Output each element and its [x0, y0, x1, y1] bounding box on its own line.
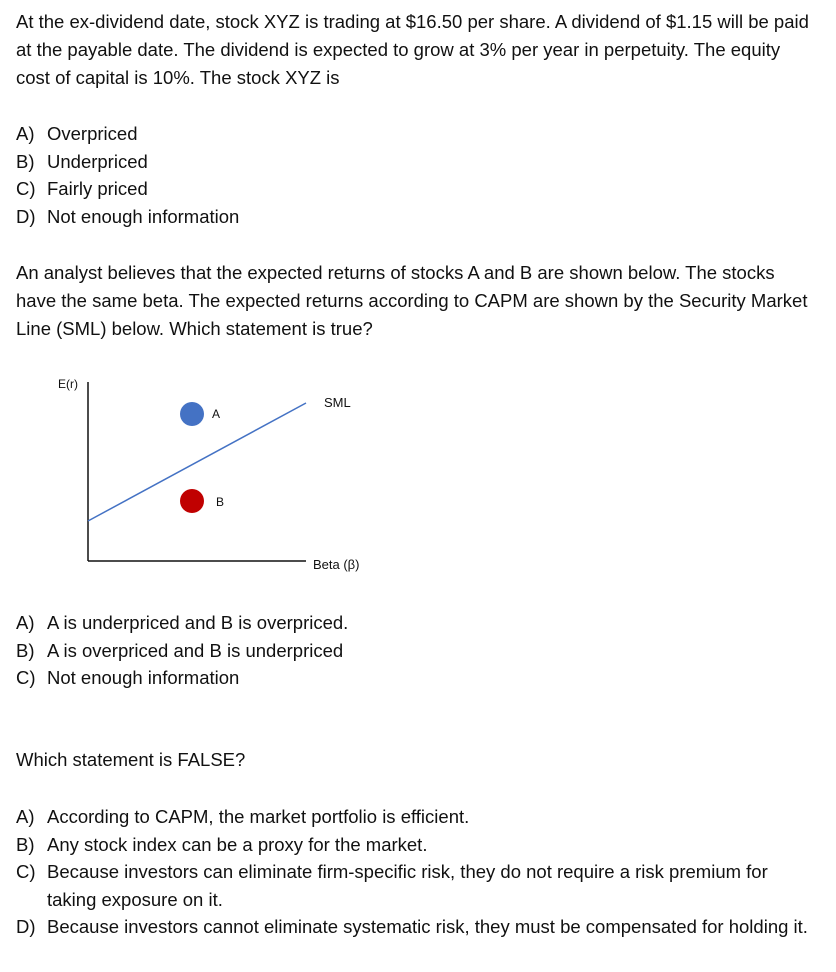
- option-text: A is overpriced and B is underpriced: [47, 639, 344, 661]
- option-text: Not enough information: [47, 667, 240, 688]
- question-1-options: [16, 120, 816, 230]
- option-text: Overpriced: [47, 123, 138, 144]
- stock-a-label: A: [212, 407, 221, 421]
- option-item: [16, 175, 816, 203]
- option-label: A): [16, 123, 35, 144]
- option-item: [16, 858, 816, 913]
- option-item: [16, 831, 816, 859]
- question-2-options: [16, 609, 816, 692]
- option-text: Underpriced: [47, 150, 148, 172]
- question-1-text: At the ex-dividend date, stock XYZ is trading at $16.50 per share. A dividend of $1.15 will be paid at the payable date. The dividend is expected to grow at 3% per year in perpetuity. The equity cost of capital is 10%. The stock XYZ is: [16, 11, 809, 88]
- option-label: B): [16, 833, 35, 855]
- question-3-options: [16, 803, 816, 941]
- option-label: C): [16, 861, 36, 882]
- option-label: C): [16, 667, 36, 688]
- stock-b-label: B: [216, 495, 225, 509]
- x-axis-label: Beta (β): [313, 557, 360, 572]
- option-item: [16, 148, 816, 176]
- option-item: [16, 913, 816, 941]
- option-text: Because investors cannot eliminate systematic risk, they must be compensated for holding it.: [47, 916, 808, 937]
- y-axis-label: E(r): [58, 377, 78, 391]
- option-item: [16, 609, 816, 637]
- sml-diagram: [50, 372, 380, 582]
- stock-b-point: [180, 489, 204, 513]
- option-text: A is underpriced and B is overpriced.: [47, 612, 349, 633]
- option-label: B): [16, 150, 35, 172]
- option-item: [16, 664, 816, 692]
- option-text: Because investors can eliminate firm-specific risk, they do not require a risk premium for taking exposure on it.: [47, 861, 768, 910]
- option-item: [16, 203, 816, 231]
- option-label: D): [16, 205, 36, 227]
- option-item: [16, 803, 816, 831]
- option-text: Fairly priced: [47, 178, 148, 199]
- option-text: Not enough information: [47, 205, 240, 227]
- option-label: B): [16, 639, 35, 661]
- option-item: [16, 637, 816, 665]
- option-item: [16, 120, 816, 148]
- option-text: According to CAPM, the market portfolio is efficient.: [47, 806, 470, 827]
- option-label: A): [16, 806, 35, 827]
- question-2-text: An analyst believes that the expected returns of stocks A and B are shown below. The stocks have the same beta. The expected returns according to CAPM are shown by the Security Market Line (SML) below. Which statement is true?: [16, 262, 808, 339]
- option-label: D): [16, 916, 36, 937]
- option-label: A): [16, 612, 35, 633]
- sml-label: SML: [324, 395, 351, 410]
- question-3-text: Which statement is FALSE?: [16, 749, 246, 770]
- option-text: Any stock index can be a proxy for the market.: [47, 833, 428, 855]
- option-label: C): [16, 178, 36, 199]
- stock-a-point: [180, 402, 204, 426]
